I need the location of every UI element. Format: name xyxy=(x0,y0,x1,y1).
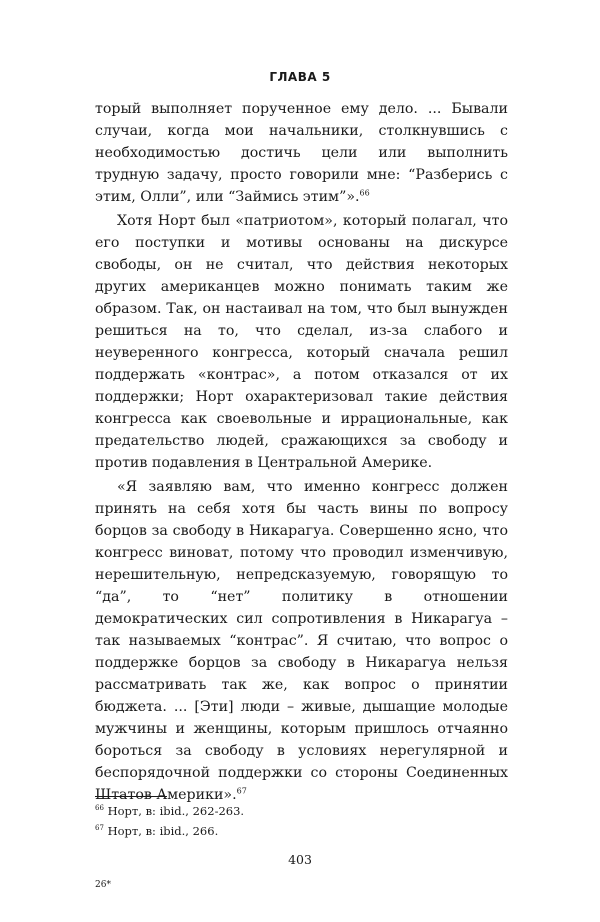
main-text xyxy=(95,98,508,806)
paragraph-north xyxy=(95,210,508,474)
paragraph-text: «Я заявляю вам, что именно конгресс должен принять на себя хотя бы часть вины по вопросу борцов за свободу в Никарагуа. Совершенно ясно, что конгресс виноват, потому что проводил изменчивую, нерешительную, непредсказуемую, говорящую то “да”, то “нет” политику в отношении демократических сил сопротивления в Никарагуа – так называемых “контрас”. Я считаю, что вопрос о поддержке борцов за свободу в Никарагуа нельзя рассматривать так же, как вопрос о принятии бюджета. ... [Эти] люди – живые, дышащие молодые мужчины и женщины, которым пришлось отчаянно бороться за свободу в условиях нерегулярной и беспорядочной поддержки со стороны Соединенных Штатов Америки». xyxy=(95,479,508,803)
paragraph-continuation xyxy=(95,98,508,208)
footnotes xyxy=(95,801,508,841)
footnote xyxy=(95,821,508,841)
footnote xyxy=(95,801,508,821)
footnote-divider xyxy=(95,796,167,797)
footnote-ref[interactable]: 67 xyxy=(236,786,247,796)
paragraph-text: Хотя Норт был «патриотом», который полагал, что его поступки и мотивы основаны на дискурсе свободы, он не считал, что действия некоторых других американцев можно понимать таким же образом. Так, он настаивал на том, что был вынужден решиться на то, что сделал, из-за слабого и неуверенного конгресса, который сначала решил поддержать «контрас», а потом отказался от их поддержки; Норт охарактеризовал такие действия конгресса как своевольные и иррациональные, как предательство людей, сражающихся за свободу и против подавления в Центральной Америке. xyxy=(95,213,508,471)
footnote-number: 66 xyxy=(95,804,104,813)
printer-signature-mark: 26* xyxy=(95,880,111,890)
footnote-ref[interactable]: 66 xyxy=(359,188,370,198)
paragraph-quote xyxy=(95,476,508,806)
footnote-number: 67 xyxy=(95,824,104,833)
footnote-text: Норт, в: ibid., 262-263. xyxy=(107,804,245,818)
paragraph-text: торый выполняет порученное ему дело. ... Бывали случаи, когда мои начальники, столкнувшись с необходимостью достичь цели или выполнить трудную задачу, просто говорили мне: “Разберись с этим, Олли”, или “Займись этим”». xyxy=(95,101,508,205)
footnote-text: Норт, в: ibid., 266. xyxy=(107,824,219,838)
chapter-heading: ГЛАВА 5 xyxy=(269,70,331,84)
page-number: 403 xyxy=(288,852,312,867)
